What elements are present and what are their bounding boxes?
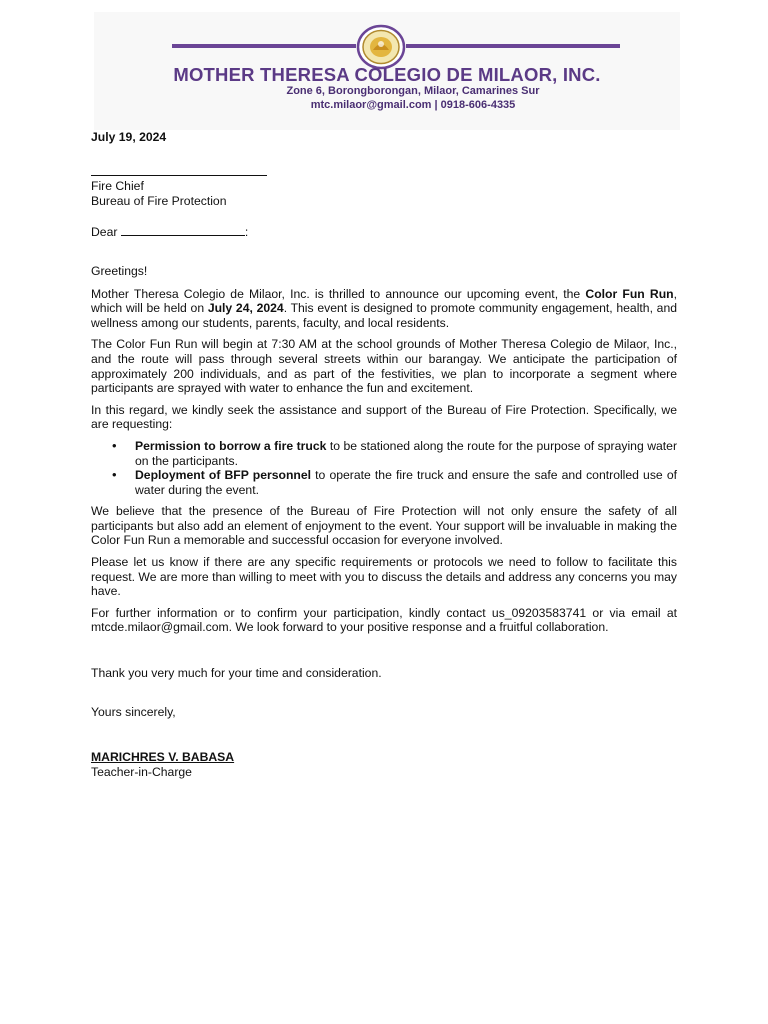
- request-list: [91, 439, 677, 497]
- paragraph-announcement: [91, 287, 677, 331]
- paragraph-support: We believe that the presence of the Bureau of Fire Protection will not only ensure the safety of all participants but also add an element of enjoyment to the event. Your support will be invaluable in making the Color Fun Run a memorable and successful occasion for everyone involved.: [91, 504, 677, 548]
- recipient-title: Fire Chief: [91, 179, 144, 194]
- request-item-text: to operate the fire truck and ensure the safe and controlled use of water during the event.: [135, 468, 678, 497]
- letterhead-rule-left: [172, 44, 356, 48]
- school-email: mtc.milaor@gmail.com: [310, 99, 432, 111]
- letter-body: [91, 130, 677, 779]
- paragraph-contact: For further information or to confirm your participation, kindly contact us_09203583741 or via email at mtcde.milaor@gmail.com. We look forward to your positive response and a fruitful collaboration.: [91, 605, 677, 635]
- paragraph-requirements: Please let us know if there are any specific requirements or protocols we need to follow to facilitate this request. We are more than willing to meet with you to discuss the details and address any concerns you may have.: [91, 555, 677, 599]
- request-item-text: to be stationed along the route for the purpose of spraying water on the participants.: [135, 438, 677, 468]
- p1-text-c: . This event is designed to promote community engagement, health, and wellness among our students, parents, faculty, and local residents.: [91, 301, 677, 330]
- school-phone: 0918-606-4335: [440, 99, 516, 111]
- paragraph-event-details: The Color Fun Run will begin at 7:30 AM at the school grounds of Mother Theresa Colegio de Milaor, Inc., and the route will pass through several streets within our barangay. We anticipate the participation of approximately 200 individuals, and as part of the festivities, we plan to incorporate a segment where participants are sprayed with water to enhance the fun and excitement.: [91, 337, 677, 396]
- signatory-title: Teacher-in-Charge: [91, 764, 192, 779]
- p1-text-a: Mother Theresa Colegio de Milaor, Inc. is thrilled to announce our upcoming event, the: [91, 286, 586, 301]
- school-contact: [248, 99, 578, 111]
- request-item-title: Permission to borrow a fire truck: [135, 438, 327, 453]
- salutation-prefix: Dear: [91, 225, 118, 240]
- closing: Yours sincerely,: [91, 704, 176, 719]
- p1-text-b: , which will be held on: [91, 286, 677, 316]
- request-item: [135, 439, 677, 468]
- paragraph-request-intro: In this regard, we kindly seek the assistance and support of the Bureau of Fire Protection. Specifically, we are requesting:: [91, 402, 677, 432]
- recipient-name-blank: [91, 163, 677, 180]
- contact-separator: |: [434, 99, 438, 111]
- school-name: MOTHER THERESA COLEGIO DE MILAOR, INC.: [173, 64, 601, 85]
- request-item-title: Deployment of BFP personnel: [135, 468, 312, 483]
- greeting: Greetings!: [91, 263, 148, 278]
- event-name: Color Fun Run: [585, 286, 674, 301]
- event-date: July 24, 2024: [207, 301, 284, 316]
- letterhead: [94, 12, 680, 130]
- school-address: Zone 6, Borongborongan, Milaor, Camarines Sur: [286, 85, 540, 97]
- letter-date: July 19, 2024: [91, 130, 167, 144]
- request-item: [135, 468, 677, 497]
- thanks-line: Thank you very much for your time and consideration.: [91, 666, 382, 681]
- salutation: [91, 224, 677, 240]
- salutation-suffix: :: [244, 225, 249, 240]
- signatory-name: MARICHRES V. BABASA: [91, 750, 235, 765]
- letterhead-rule-right: [406, 44, 620, 48]
- recipient-org: Bureau of Fire Protection: [91, 193, 227, 208]
